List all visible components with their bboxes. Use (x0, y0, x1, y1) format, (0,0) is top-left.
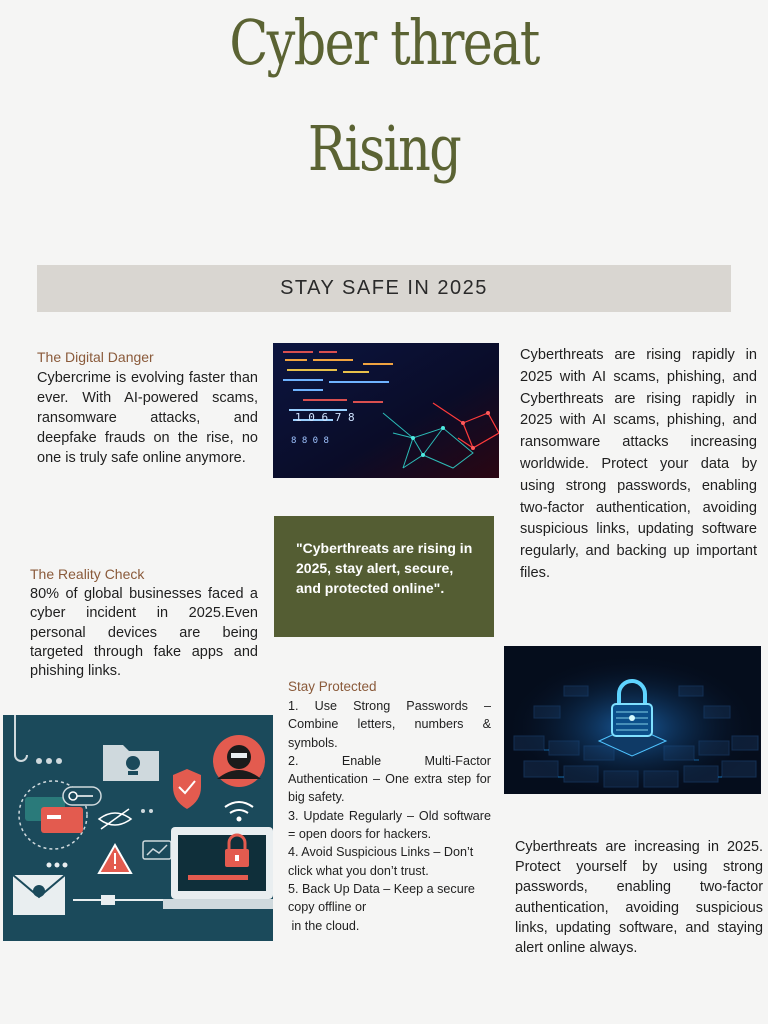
quote-box: "Cyberthreats are rising in 2025, stay alert, secure, and protected online". (274, 516, 494, 637)
page-title-line-2: Rising (307, 112, 461, 185)
list-item: 1. Use Strong Passwords – Combine letters, numbers & symbols. (288, 699, 491, 750)
svg-text:1 0 6 7 8: 1 0 6 7 8 (295, 411, 355, 424)
code-screen-image (273, 343, 499, 478)
digital-danger-heading: The Digital Danger (37, 349, 154, 365)
stay-protected-heading: Stay Protected (288, 679, 377, 694)
list-item: 5. Back Up Data – Keep a secure copy offline or (288, 881, 475, 915)
list-item: 3. Update Regularly – Old software = open doors for hackers. (288, 808, 491, 842)
stay-safe-banner: STAY SAFE IN 2025 (37, 265, 731, 312)
list-item: 2. Enable Multi-Factor Authentication – One extra step for big safety. (288, 753, 491, 805)
bottom-paragraph: Cyberthreats are increasing in 2025. Protect yourself by using strong passwords, enabling two-factor authentication, avoiding suspicious links, updating software, and staying alert online always. (515, 839, 763, 957)
reality-check-heading: The Reality Check (30, 566, 145, 582)
svg-text:8 8 0 8: 8 8 0 8 (291, 436, 329, 446)
right-paragraph: Cyberthreats are rising rapidly in 2025 with AI scams, phishing, and Cyberthreats are rising rapidly in 2025 with AI scams, phishing, and ransomware attacks increasing worldwide. Protect your data by using strong passwords, enabling two-factor authentication, avoiding suspicious links, updating software regularly, and backing up important files. (520, 347, 757, 581)
digital-danger-body: Cybercrime is evolving faster than ever. With AI-powered scams, ransomware attacks, and deepfake frauds on the rise, no one is truly safe online anymore. (37, 370, 258, 466)
reality-check-body: 80% of global businesses faced a cyber incident in 2025.Even personal devices are being targeted through fake apps and phishing links. (30, 586, 258, 680)
list-item: 4. Avoid Suspicious Links – Don’t click what you don’t trust. (288, 845, 474, 878)
digital-lock-image (504, 646, 761, 794)
cybersecurity-illustration (3, 715, 273, 941)
list-item: in the cloud. (288, 918, 360, 933)
page-title-line-1: Cyber threat (229, 6, 539, 79)
stay-protected-list (288, 697, 491, 935)
